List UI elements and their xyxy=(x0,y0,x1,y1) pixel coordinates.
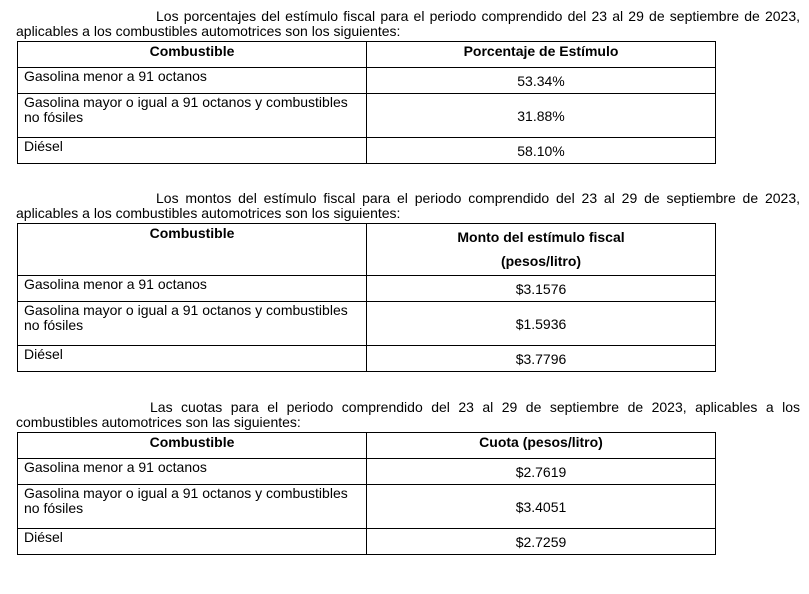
intro-paragraph: Las cuotas para el periodo comprendido del 23 al 29 de septiembre de 2023, aplicables a los combustibles automotrices son las siguientes: xyxy=(16,399,800,430)
section-amounts xyxy=(16,191,800,372)
header-amount-line1: Monto del estímulo fiscal xyxy=(457,229,625,245)
fuel-cell: Diésel xyxy=(18,138,367,164)
header-fuel: Combustible xyxy=(18,42,367,68)
intro-paragraph: Los porcentajes del estímulo fiscal para el periodo comprendido del 23 al 29 de septiembre de 2023, aplicables a los combustibles automotrices son los siguientes: xyxy=(16,8,800,39)
header-amount xyxy=(367,224,716,276)
header-amount-line2: (pesos/litro) xyxy=(500,253,582,269)
fuel-cell: Gasolina mayor o igual a 91 octanos y combustibles no fósiles xyxy=(18,485,367,529)
fuel-cell: Gasolina menor a 91 octanos xyxy=(18,68,367,94)
table-header-row xyxy=(18,224,716,276)
table-row xyxy=(18,94,716,138)
table-header-row xyxy=(18,42,716,68)
fuel-cell: Gasolina menor a 91 octanos xyxy=(18,459,367,485)
value-cell: 58.10% xyxy=(367,138,716,164)
value-cell: $2.7619 xyxy=(367,459,716,485)
header-fuel: Combustible xyxy=(18,433,367,459)
value-cell: $3.4051 xyxy=(367,485,716,529)
quotas-table xyxy=(17,432,716,555)
value-cell: 31.88% xyxy=(367,94,716,138)
intro-paragraph: Los montos del estímulo fiscal para el periodo comprendido del 23 al 29 de septiembre de 2023, aplicables a los combustibles automotrices son los siguientes: xyxy=(16,190,800,221)
percentages-table xyxy=(17,41,716,164)
value-cell: $1.5936 xyxy=(367,302,716,346)
header-fuel: Combustible xyxy=(18,224,367,276)
section-percentages xyxy=(16,9,800,164)
table-row xyxy=(18,68,716,94)
table-row xyxy=(18,346,716,372)
amounts-table xyxy=(17,223,716,372)
table-row xyxy=(18,138,716,164)
table-row xyxy=(18,302,716,346)
section-quotas xyxy=(16,400,800,555)
value-cell: 53.34% xyxy=(367,68,716,94)
table-row xyxy=(18,529,716,555)
table-header-row xyxy=(18,433,716,459)
table-row xyxy=(18,485,716,529)
table-row xyxy=(18,276,716,302)
fuel-cell: Gasolina menor a 91 octanos xyxy=(18,276,367,302)
value-cell: $3.7796 xyxy=(367,346,716,372)
header-percentage: Porcentaje de Estímulo xyxy=(367,42,716,68)
fuel-cell: Gasolina mayor o igual a 91 octanos y combustibles no fósiles xyxy=(18,302,367,346)
fuel-cell: Gasolina mayor o igual a 91 octanos y combustibles no fósiles xyxy=(18,94,367,138)
header-quota: Cuota (pesos/litro) xyxy=(367,433,716,459)
value-cell: $3.1576 xyxy=(367,276,716,302)
table-row xyxy=(18,459,716,485)
value-cell: $2.7259 xyxy=(367,529,716,555)
fuel-cell: Diésel xyxy=(18,346,367,372)
fuel-cell: Diésel xyxy=(18,529,367,555)
